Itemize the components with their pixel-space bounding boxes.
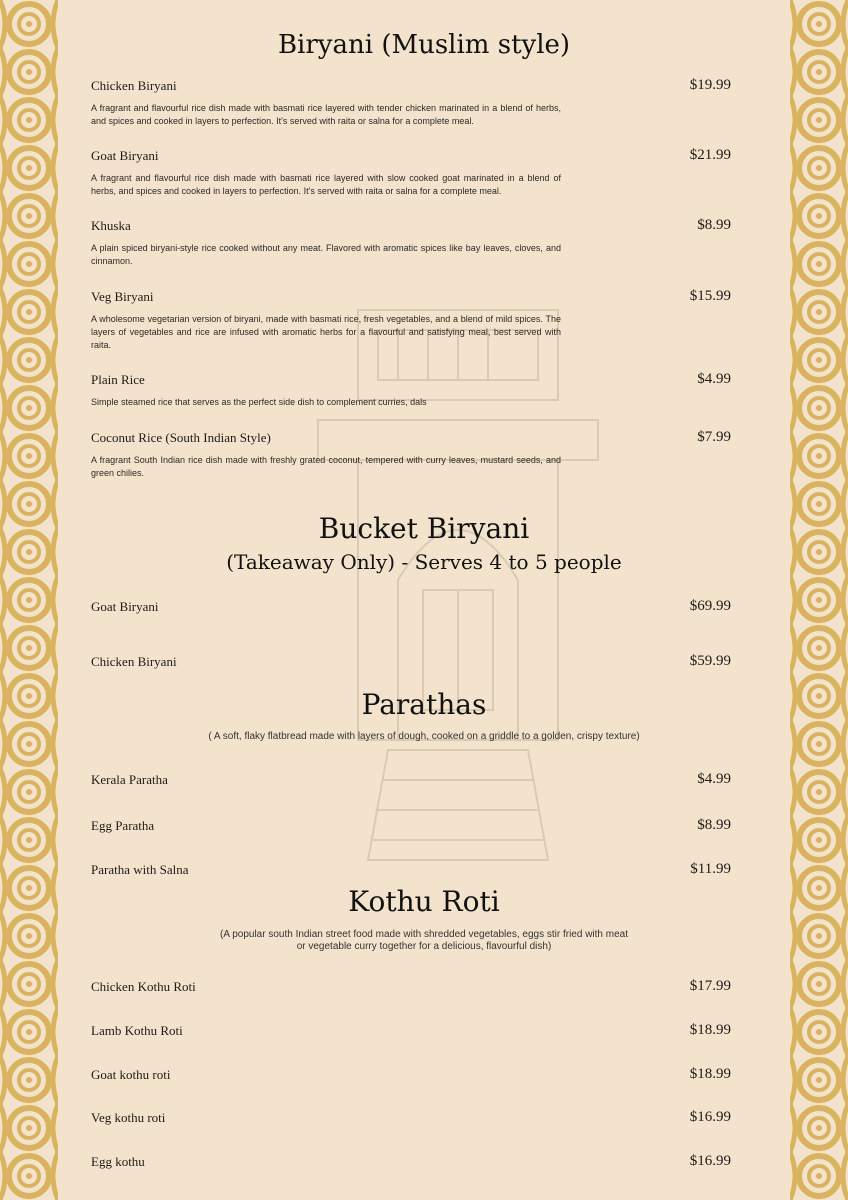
- item-price: $15.99: [689, 288, 731, 304]
- item-name: Chicken Kothu Roti: [91, 979, 196, 994]
- menu-page: [58, 0, 790, 1200]
- menu-item: [91, 772, 731, 788]
- item-price: $18.99: [689, 1066, 731, 1082]
- section-title-bucket-biryani: Bucket Biryani: [318, 512, 530, 545]
- item-price: $8.99: [697, 817, 731, 833]
- item-name: Lamb Kothu Roti: [91, 1023, 183, 1038]
- item-description: A plain spiced biryani-style rice cooked without any meat. Flavored with aromatic spices like bay leaves, cloves, and cinnamon.: [91, 243, 561, 266]
- item-description: A fragrant and flavourful rice dish made with basmati rice layered with slow cooked goat marinated in a blend of herbs, and spices and cooked in layers to perfection. It's served with raita or salna for a complete meal.: [91, 173, 561, 196]
- section-subtitle-bucket-biryani: (Takeaway Only) - Serves 4 to 5 people: [226, 550, 622, 574]
- item-description: A wholesome vegetarian version of biryani, made with basmati rice, fresh vegetables, and a blend of mild spices. The layers of vegetables and rice are infused with aromatic herbs for a flavourful and satisfying meal, best served with raita.: [91, 314, 561, 350]
- menu-item: [91, 599, 731, 615]
- section-title-kothu-roti: Kothu Roti: [348, 885, 500, 918]
- item-name: Paratha with Salna: [91, 862, 189, 877]
- menu-item: [91, 654, 731, 670]
- section-subtitle-kothu-line2: or vegetable curry together for a delicious, flavourful dish): [296, 941, 552, 952]
- building-sketch-watermark: [298, 280, 618, 880]
- item-price: $7.99: [697, 429, 731, 445]
- menu-item: [91, 979, 731, 995]
- right-ornamental-border: [790, 0, 848, 1200]
- menu-item: [91, 430, 731, 480]
- left-ornamental-border: [0, 0, 58, 1200]
- section-title-biryani: Biryani (Muslim style): [277, 30, 571, 60]
- menu-item: [91, 862, 731, 878]
- item-name: Coconut Rice (South Indian Style): [91, 430, 271, 445]
- item-price: $59.99: [689, 653, 731, 669]
- menu-item: [91, 1154, 731, 1170]
- item-price: $17.99: [689, 978, 731, 994]
- item-price: $18.99: [689, 1022, 731, 1038]
- item-name: Chicken Biryani: [91, 78, 177, 93]
- item-price: $4.99: [697, 771, 731, 787]
- item-name: Khuska: [91, 218, 131, 233]
- item-price: $16.99: [689, 1153, 731, 1169]
- item-price: $69.99: [689, 598, 731, 614]
- item-name: Goat Biryani: [91, 148, 159, 163]
- section-subtitle-kothu-line1: (A popular south Indian street food made with shredded vegetables, eggs stir fried with meat: [219, 929, 628, 940]
- menu-item: [91, 289, 731, 352]
- section-subtitle-parathas: ( A soft, flaky flatbread made with layers of dough, cooked on a griddle to a golden, crispy texture): [208, 731, 640, 742]
- item-description: Simple steamed rice that serves as the perfect side dish to complement curries, dals: [91, 397, 427, 407]
- menu-item: [91, 1110, 731, 1126]
- item-price: $11.99: [690, 861, 731, 877]
- item-name: Goat kothu roti: [91, 1067, 171, 1082]
- item-price: $4.99: [697, 371, 731, 387]
- item-name: Plain Rice: [91, 372, 145, 387]
- item-name: Kerala Paratha: [91, 772, 168, 787]
- item-name: Chicken Biryani: [91, 654, 177, 669]
- menu-item: [91, 1023, 731, 1039]
- item-price: $21.99: [689, 147, 731, 163]
- item-name: Veg Biryani: [91, 289, 154, 304]
- item-description: A fragrant South Indian rice dish made with freshly grated coconut, tempered with curry leaves, mustard seeds, and green chilies.: [91, 455, 561, 478]
- item-name: Egg Paratha: [91, 818, 155, 833]
- item-name: Goat Biryani: [91, 599, 159, 614]
- item-name: Egg kothu: [91, 1154, 145, 1169]
- menu-item: [91, 1067, 731, 1083]
- menu-item: [91, 78, 731, 128]
- item-price: $19.99: [689, 77, 731, 93]
- item-price: $8.99: [697, 217, 731, 233]
- menu-item: [91, 818, 731, 834]
- menu-item: [91, 372, 731, 409]
- menu-item: [91, 148, 731, 198]
- section-title-parathas: Parathas: [361, 688, 487, 721]
- menu-item: [91, 218, 731, 268]
- item-price: $16.99: [689, 1109, 731, 1125]
- item-name: Veg kothu roti: [91, 1110, 166, 1125]
- item-description: A fragrant and flavourful rice dish made with basmati rice layered with tender chicken marinated in a blend of herbs, and spices and cooked in layers to perfection. It's served with raita or salna for a complete meal.: [91, 103, 561, 126]
